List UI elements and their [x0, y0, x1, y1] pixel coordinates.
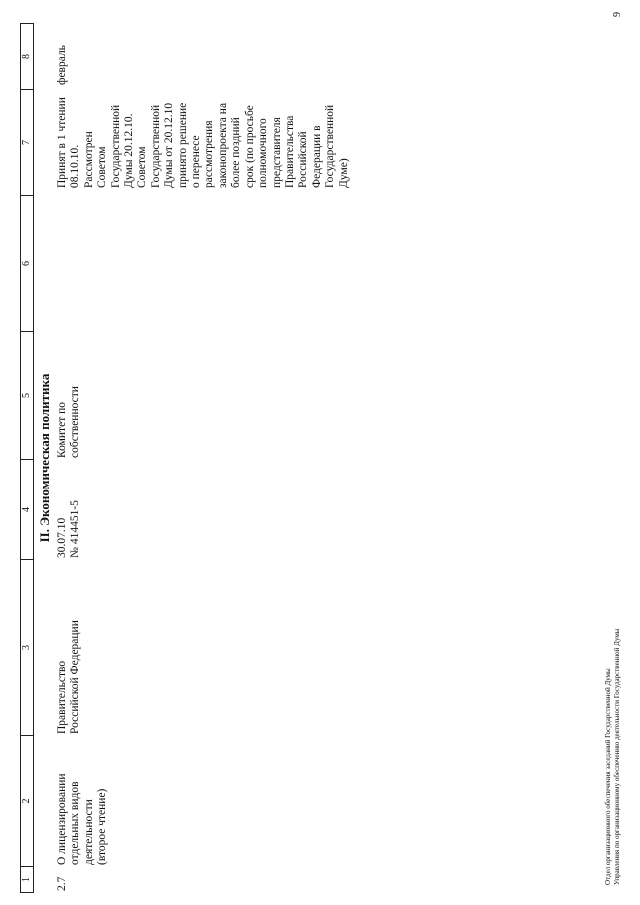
page-number: 9: [612, 12, 623, 17]
column-header-4: 4: [21, 459, 33, 559]
column-header-7: 7: [21, 89, 33, 195]
footer-directorate: Управления по организационному обеспечению деятельности Государственной Думы: [613, 628, 621, 885]
bill-title: О лицензировании отдельных видов деятельности (второе чтение): [56, 773, 109, 865]
bill-date-number: 30.07.10 № 414451-5: [56, 500, 82, 558]
table-header-row: [20, 23, 34, 893]
column-header-6: 6: [21, 195, 33, 331]
bill-author: Правительство Российской Федерации: [56, 620, 82, 734]
section-title: II. Экономическая политика: [37, 373, 52, 543]
footer-department: Отдел организационного обеспечения заседаний Государственной Думы: [604, 668, 612, 885]
scheduled-month: февраль: [56, 45, 68, 85]
responsible-committee: Комитет по собственности: [56, 386, 82, 458]
column-header-8: 8: [21, 54, 32, 59]
column-header-1: 1: [21, 866, 33, 892]
column-header-2: 2: [21, 735, 33, 866]
row-number: 2.7: [56, 876, 68, 891]
bill-status: Принят в 1 чтении 08.10.10. Рассмотрен Советом Государственной Думы 20.12.10. Советом Государственной Думы от 20.12.10 принято решение о перенесе рассмотрения законопроекта на более поздний срок (по просьбе полномочного представителя Правительства Российской Федерации в Государственной Думе): [56, 97, 350, 188]
column-header-3: 3: [21, 559, 33, 735]
column-header-5: 5: [21, 331, 33, 459]
